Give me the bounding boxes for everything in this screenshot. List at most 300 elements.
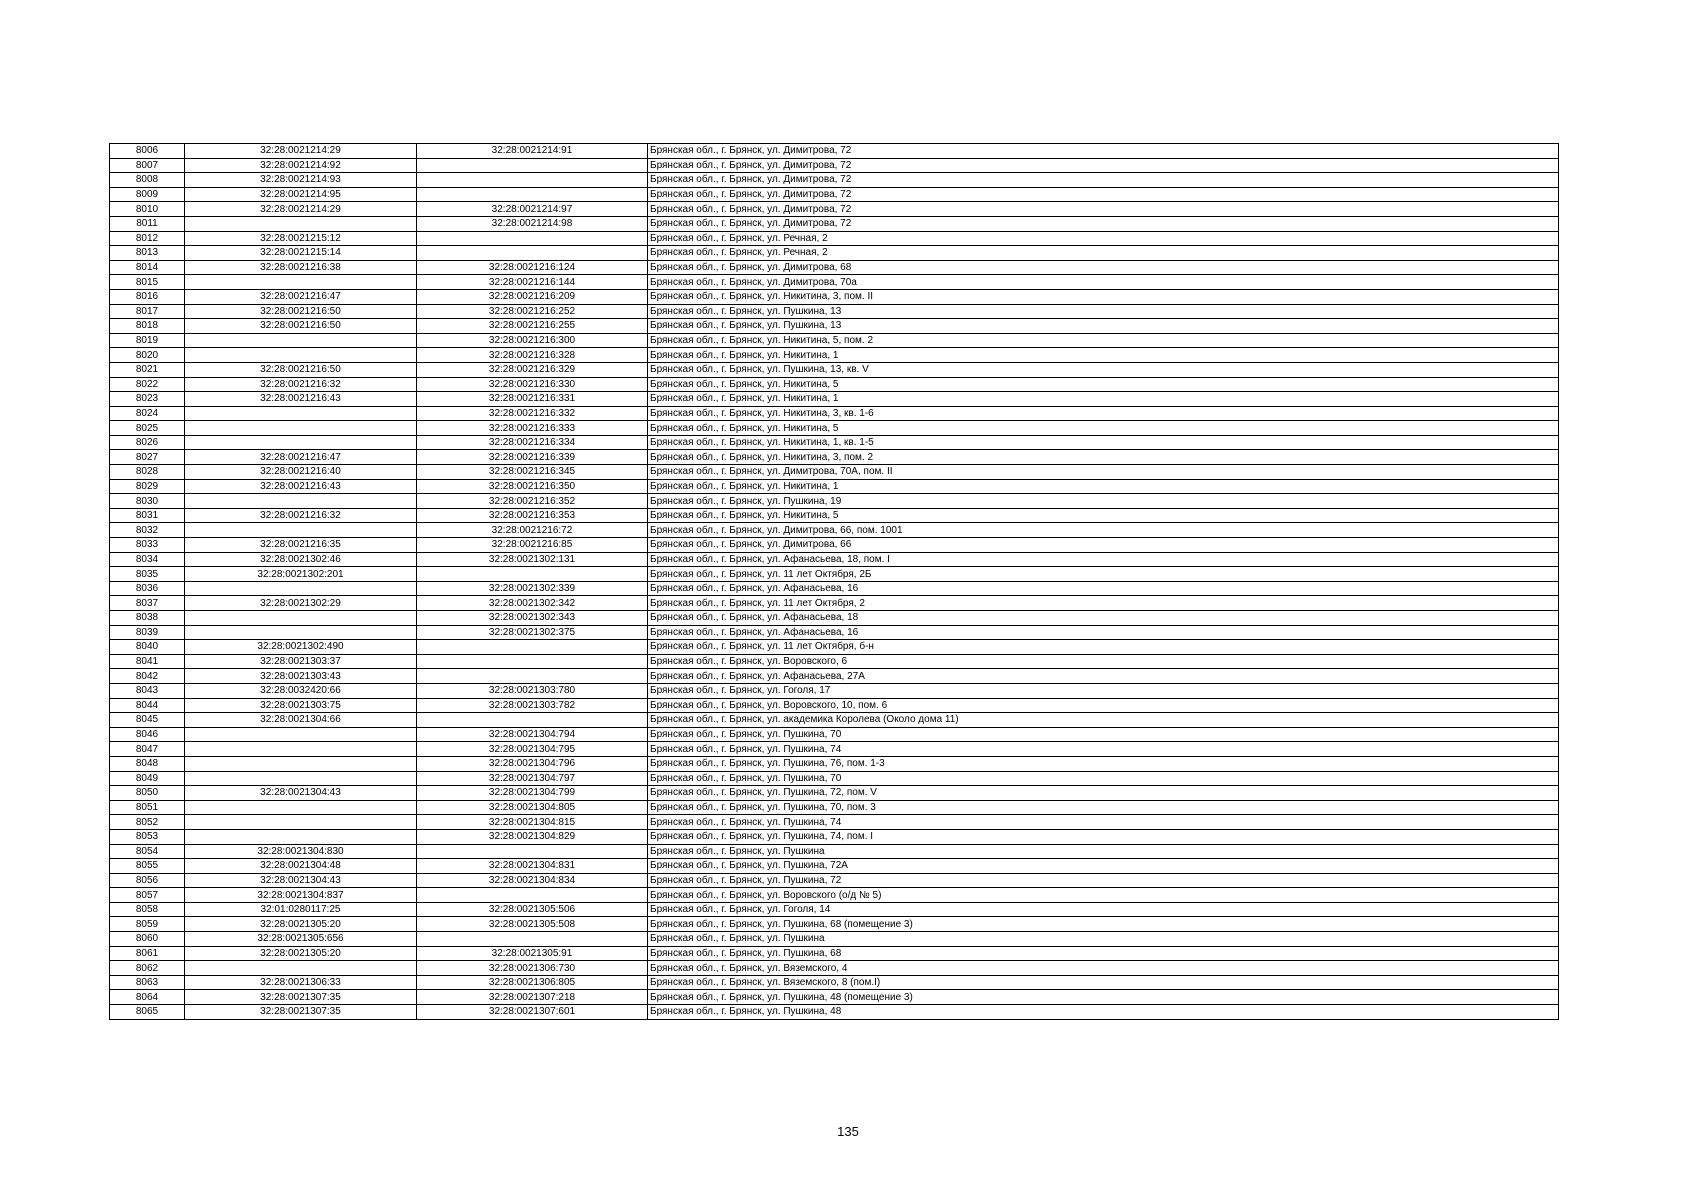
row-number-cell: 8049 — [110, 771, 185, 786]
row-number-cell: 8034 — [110, 552, 185, 567]
land-cadastral-number-cell — [185, 771, 417, 786]
address-cell: Брянская обл., г. Брянск, ул. Димитрова, 72 — [648, 187, 1559, 202]
building-cadastral-number-cell — [417, 158, 648, 173]
building-cadastral-number-cell: 32:28:0021302:339 — [417, 581, 648, 596]
address-cell: Брянская обл., г. Брянск, ул. Вяземского, 4 — [648, 961, 1559, 976]
land-cadastral-number-cell: 32:28:0021216:38 — [185, 260, 417, 275]
land-cadastral-number-cell: 32:28:0021215:14 — [185, 246, 417, 261]
land-cadastral-number-cell — [185, 756, 417, 771]
land-cadastral-number-cell — [185, 348, 417, 363]
address-cell: Брянская обл., г. Брянск, ул. Никитина, 1 — [648, 479, 1559, 494]
row-number-cell: 8048 — [110, 756, 185, 771]
land-cadastral-number-cell: 32:28:0021304:48 — [185, 859, 417, 874]
address-cell: Брянская обл., г. Брянск, ул. Никитина, 1, кв. 1-5 — [648, 435, 1559, 450]
address-cell: Брянская обл., г. Брянск, ул. Афанасьева, 18, пом. I — [648, 552, 1559, 567]
row-number-cell: 8019 — [110, 333, 185, 348]
building-cadastral-number-cell: 32:28:0021302:343 — [417, 611, 648, 626]
building-cadastral-number-cell — [417, 713, 648, 728]
land-cadastral-number-cell: 32:28:0021214:95 — [185, 187, 417, 202]
land-cadastral-number-cell: 32:28:0021216:35 — [185, 538, 417, 553]
table-row — [110, 596, 1559, 611]
address-cell: Брянская обл., г. Брянск, ул. Димитрова, 72 — [648, 216, 1559, 231]
land-cadastral-number-cell: 32:01:0280117:25 — [185, 902, 417, 917]
address-cell: Брянская обл., г. Брянск, ул. Пушкина, 70 — [648, 727, 1559, 742]
building-cadastral-number-cell: 32:28:0021216:72 — [417, 523, 648, 538]
property-register-table — [109, 143, 1559, 1020]
row-number-cell: 8050 — [110, 786, 185, 801]
table-row — [110, 786, 1559, 801]
building-cadastral-number-cell: 32:28:0021216:124 — [417, 260, 648, 275]
row-number-cell: 8014 — [110, 260, 185, 275]
building-cadastral-number-cell: 32:28:0021216:85 — [417, 538, 648, 553]
address-cell: Брянская обл., г. Брянск, ул. Никитина, 5 — [648, 421, 1559, 436]
address-cell: Брянская обл., г. Брянск, ул. Пушкина, 74 — [648, 742, 1559, 757]
table-row — [110, 581, 1559, 596]
row-number-cell: 8012 — [110, 231, 185, 246]
land-cadastral-number-cell — [185, 523, 417, 538]
building-cadastral-number-cell: 32:28:0021302:375 — [417, 625, 648, 640]
row-number-cell: 8027 — [110, 450, 185, 465]
land-cadastral-number-cell: 32:28:0021302:490 — [185, 640, 417, 655]
table-row — [110, 873, 1559, 888]
table-row — [110, 144, 1559, 159]
address-cell: Брянская обл., г. Брянск, ул. Пушкина, 74, пом. I — [648, 829, 1559, 844]
table-row — [110, 319, 1559, 334]
land-cadastral-number-cell: 32:28:0021304:43 — [185, 873, 417, 888]
address-cell: Брянская обл., г. Брянск, ул. 11 лет Октября, б-н — [648, 640, 1559, 655]
building-cadastral-number-cell: 32:28:0021216:255 — [417, 319, 648, 334]
building-cadastral-number-cell: 32:28:0021216:339 — [417, 450, 648, 465]
row-number-cell: 8011 — [110, 216, 185, 231]
address-cell: Брянская обл., г. Брянск, ул. Речная, 2 — [648, 246, 1559, 261]
address-cell: Брянская обл., г. Брянск, ул. Пушкина, 72А — [648, 859, 1559, 874]
address-cell: Брянская обл., г. Брянск, ул. Афанасьева, 16 — [648, 581, 1559, 596]
building-cadastral-number-cell: 32:28:0021216:329 — [417, 362, 648, 377]
land-cadastral-number-cell: 32:28:0021216:43 — [185, 479, 417, 494]
table-row — [110, 362, 1559, 377]
page-number: 135 — [837, 1124, 859, 1139]
address-cell: Брянская обл., г. Брянск, ул. Димитрова, 66, пом. 1001 — [648, 523, 1559, 538]
building-cadastral-number-cell: 32:28:0021303:780 — [417, 683, 648, 698]
building-cadastral-number-cell: 32:28:0021216:350 — [417, 479, 648, 494]
row-number-cell: 8015 — [110, 275, 185, 290]
land-cadastral-number-cell: 32:28:0021216:47 — [185, 289, 417, 304]
address-cell: Брянская обл., г. Брянск, ул. Пушкина, 48 — [648, 1005, 1559, 1020]
land-cadastral-number-cell: 32:28:0021216:47 — [185, 450, 417, 465]
table-row — [110, 742, 1559, 757]
table-row — [110, 698, 1559, 713]
address-cell: Брянская обл., г. Брянск, ул. Пушкина, 19 — [648, 494, 1559, 509]
building-cadastral-number-cell: 32:28:0021307:218 — [417, 990, 648, 1005]
building-cadastral-number-cell: 32:28:0021305:91 — [417, 946, 648, 961]
row-number-cell: 8059 — [110, 917, 185, 932]
address-cell: Брянская обл., г. Брянск, ул. Никитина, 3, пом. 2 — [648, 450, 1559, 465]
land-cadastral-number-cell — [185, 727, 417, 742]
building-cadastral-number-cell — [417, 567, 648, 582]
table-row — [110, 508, 1559, 523]
address-cell: Брянская обл., г. Брянск, ул. Пушкина, 70 — [648, 771, 1559, 786]
row-number-cell: 8023 — [110, 392, 185, 407]
building-cadastral-number-cell: 32:28:0021214:98 — [417, 216, 648, 231]
table-row — [110, 216, 1559, 231]
land-cadastral-number-cell: 32:28:0021304:837 — [185, 888, 417, 903]
address-cell: Брянская обл., г. Брянск, ул. Пушкина, 48 (помещение 3) — [648, 990, 1559, 1005]
table-row — [110, 727, 1559, 742]
building-cadastral-number-cell: 32:28:0021304:834 — [417, 873, 648, 888]
address-cell: Брянская обл., г. Брянск, ул. Воровского (о/д № 5) — [648, 888, 1559, 903]
land-cadastral-number-cell: 32:28:0021307:35 — [185, 990, 417, 1005]
building-cadastral-number-cell: 32:28:0021216:332 — [417, 406, 648, 421]
table-row — [110, 1005, 1559, 1020]
table-row — [110, 683, 1559, 698]
row-number-cell: 8026 — [110, 435, 185, 450]
table-row — [110, 289, 1559, 304]
address-cell: Брянская обл., г. Брянск, ул. Пушкина, 13 — [648, 304, 1559, 319]
land-cadastral-number-cell: 32:28:0021307:35 — [185, 1005, 417, 1020]
table-row — [110, 538, 1559, 553]
building-cadastral-number-cell: 32:28:0021216:330 — [417, 377, 648, 392]
address-cell: Брянская обл., г. Брянск, ул. Пушкина, 72, пом. V — [648, 786, 1559, 801]
land-cadastral-number-cell — [185, 406, 417, 421]
table-row — [110, 669, 1559, 684]
table-row — [110, 246, 1559, 261]
table-row — [110, 187, 1559, 202]
address-cell: Брянская обл., г. Брянск, ул. 11 лет Октября, 2 — [648, 596, 1559, 611]
building-cadastral-number-cell: 32:28:0021216:300 — [417, 333, 648, 348]
land-cadastral-number-cell: 32:28:0021216:50 — [185, 319, 417, 334]
row-number-cell: 8051 — [110, 800, 185, 815]
address-cell: Брянская обл., г. Брянск, ул. Пушкина, 13 — [648, 319, 1559, 334]
row-number-cell: 8035 — [110, 567, 185, 582]
row-number-cell: 8022 — [110, 377, 185, 392]
table-row — [110, 771, 1559, 786]
table-row — [110, 421, 1559, 436]
table-row — [110, 260, 1559, 275]
building-cadastral-number-cell — [417, 669, 648, 684]
building-cadastral-number-cell: 32:28:0021216:331 — [417, 392, 648, 407]
address-cell: Брянская обл., г. Брянск, ул. Афанасьева, 16 — [648, 625, 1559, 640]
table-row — [110, 450, 1559, 465]
table-row — [110, 990, 1559, 1005]
building-cadastral-number-cell — [417, 187, 648, 202]
table-row — [110, 231, 1559, 246]
land-cadastral-number-cell: 32:28:0021216:43 — [185, 392, 417, 407]
land-cadastral-number-cell: 32:28:0032420:66 — [185, 683, 417, 698]
row-number-cell: 8053 — [110, 829, 185, 844]
land-cadastral-number-cell — [185, 611, 417, 626]
row-number-cell: 8013 — [110, 246, 185, 261]
table-row — [110, 975, 1559, 990]
land-cadastral-number-cell: 32:28:0021302:46 — [185, 552, 417, 567]
land-cadastral-number-cell — [185, 625, 417, 640]
row-number-cell: 8031 — [110, 508, 185, 523]
row-number-cell: 8063 — [110, 975, 185, 990]
row-number-cell: 8058 — [110, 902, 185, 917]
address-cell: Брянская обл., г. Брянск, ул. Пушкина, 13, кв. V — [648, 362, 1559, 377]
address-cell: Брянская обл., г. Брянск, ул. Гоголя, 17 — [648, 683, 1559, 698]
building-cadastral-number-cell — [417, 640, 648, 655]
table-row — [110, 800, 1559, 815]
row-number-cell: 8008 — [110, 173, 185, 188]
table-row — [110, 567, 1559, 582]
land-cadastral-number-cell — [185, 961, 417, 976]
building-cadastral-number-cell: 32:28:0021304:815 — [417, 815, 648, 830]
table-row — [110, 713, 1559, 728]
row-number-cell: 8025 — [110, 421, 185, 436]
row-number-cell: 8064 — [110, 990, 185, 1005]
building-cadastral-number-cell: 32:28:0021302:342 — [417, 596, 648, 611]
building-cadastral-number-cell: 32:28:0021216:252 — [417, 304, 648, 319]
address-cell: Брянская обл., г. Брянск, ул. Никитина, 3, кв. 1-6 — [648, 406, 1559, 421]
land-cadastral-number-cell: 32:28:0021216:32 — [185, 508, 417, 523]
table-row — [110, 844, 1559, 859]
land-cadastral-number-cell: 32:28:0021304:43 — [185, 786, 417, 801]
address-cell: Брянская обл., г. Брянск, ул. Никитина, 3, пом. II — [648, 289, 1559, 304]
building-cadastral-number-cell: 32:28:0021304:831 — [417, 859, 648, 874]
building-cadastral-number-cell: 32:28:0021305:506 — [417, 902, 648, 917]
land-cadastral-number-cell — [185, 829, 417, 844]
building-cadastral-number-cell: 32:28:0021304:829 — [417, 829, 648, 844]
land-cadastral-number-cell — [185, 421, 417, 436]
land-cadastral-number-cell: 32:28:0021214:93 — [185, 173, 417, 188]
building-cadastral-number-cell: 32:28:0021306:805 — [417, 975, 648, 990]
land-cadastral-number-cell — [185, 435, 417, 450]
row-number-cell: 8065 — [110, 1005, 185, 1020]
table-row — [110, 640, 1559, 655]
row-number-cell: 8062 — [110, 961, 185, 976]
building-cadastral-number-cell — [417, 932, 648, 947]
table-row — [110, 348, 1559, 363]
table-row — [110, 435, 1559, 450]
table-row — [110, 946, 1559, 961]
building-cadastral-number-cell: 32:28:0021216:333 — [417, 421, 648, 436]
table-row — [110, 932, 1559, 947]
land-cadastral-number-cell: 32:28:0021302:201 — [185, 567, 417, 582]
row-number-cell: 8057 — [110, 888, 185, 903]
register-table-body — [110, 144, 1559, 1020]
table-row — [110, 377, 1559, 392]
building-cadastral-number-cell: 32:28:0021216:334 — [417, 435, 648, 450]
row-number-cell: 8007 — [110, 158, 185, 173]
row-number-cell: 8021 — [110, 362, 185, 377]
row-number-cell: 8010 — [110, 202, 185, 217]
building-cadastral-number-cell: 32:28:0021307:601 — [417, 1005, 648, 1020]
table-row — [110, 756, 1559, 771]
row-number-cell: 8033 — [110, 538, 185, 553]
building-cadastral-number-cell: 32:28:0021216:328 — [417, 348, 648, 363]
row-number-cell: 8061 — [110, 946, 185, 961]
land-cadastral-number-cell: 32:28:0021304:66 — [185, 713, 417, 728]
table-row — [110, 815, 1559, 830]
address-cell: Брянская обл., г. Брянск, ул. академика Королева (Около дома 11) — [648, 713, 1559, 728]
row-number-cell: 8045 — [110, 713, 185, 728]
address-cell: Брянская обл., г. Брянск, ул. Димитрова, 66 — [648, 538, 1559, 553]
address-cell: Брянская обл., г. Брянск, ул. Гоголя, 14 — [648, 902, 1559, 917]
address-cell: Брянская обл., г. Брянск, ул. Никитина, 5, пом. 2 — [648, 333, 1559, 348]
table-row — [110, 625, 1559, 640]
table-row — [110, 888, 1559, 903]
building-cadastral-number-cell: 32:28:0021304:799 — [417, 786, 648, 801]
address-cell: Брянская обл., г. Брянск, ул. Никитина, 1 — [648, 392, 1559, 407]
address-cell: Брянская обл., г. Брянск, ул. Афанасьева, 27А — [648, 669, 1559, 684]
land-cadastral-number-cell: 32:28:0021303:37 — [185, 654, 417, 669]
address-cell: Брянская обл., г. Брянск, ул. Димитрова, 72 — [648, 173, 1559, 188]
row-number-cell: 8024 — [110, 406, 185, 421]
address-cell: Брянская обл., г. Брянск, ул. Димитрова, 70А, пом. II — [648, 465, 1559, 480]
land-cadastral-number-cell: 32:28:0021216:40 — [185, 465, 417, 480]
building-cadastral-number-cell: 32:28:0021304:796 — [417, 756, 648, 771]
land-cadastral-number-cell: 32:28:0021302:29 — [185, 596, 417, 611]
address-cell: Брянская обл., г. Брянск, ул. Речная, 2 — [648, 231, 1559, 246]
building-cadastral-number-cell: 32:28:0021216:353 — [417, 508, 648, 523]
table-row — [110, 333, 1559, 348]
table-row — [110, 552, 1559, 567]
table-row — [110, 465, 1559, 480]
table-row — [110, 392, 1559, 407]
land-cadastral-number-cell: 32:28:0021304:830 — [185, 844, 417, 859]
table-row — [110, 611, 1559, 626]
address-cell: Брянская обл., г. Брянск, ул. Вяземского, 8 (пом.I) — [648, 975, 1559, 990]
building-cadastral-number-cell: 32:28:0021214:91 — [417, 144, 648, 159]
building-cadastral-number-cell: 32:28:0021304:794 — [417, 727, 648, 742]
building-cadastral-number-cell: 32:28:0021304:797 — [417, 771, 648, 786]
row-number-cell: 8038 — [110, 611, 185, 626]
building-cadastral-number-cell — [417, 231, 648, 246]
land-cadastral-number-cell: 32:28:0021305:20 — [185, 946, 417, 961]
address-cell: Брянская обл., г. Брянск, ул. Пушкина, 68 — [648, 946, 1559, 961]
table-row — [110, 304, 1559, 319]
row-number-cell: 8043 — [110, 683, 185, 698]
building-cadastral-number-cell: 32:28:0021305:508 — [417, 917, 648, 932]
row-number-cell: 8009 — [110, 187, 185, 202]
address-cell: Брянская обл., г. Брянск, ул. Никитина, 1 — [648, 348, 1559, 363]
table-row — [110, 523, 1559, 538]
address-cell: Брянская обл., г. Брянск, ул. Воровского, 6 — [648, 654, 1559, 669]
row-number-cell: 8047 — [110, 742, 185, 757]
land-cadastral-number-cell — [185, 333, 417, 348]
row-number-cell: 8016 — [110, 289, 185, 304]
land-cadastral-number-cell — [185, 494, 417, 509]
building-cadastral-number-cell — [417, 844, 648, 859]
address-cell: Брянская обл., г. Брянск, ул. Димитрова, 72 — [648, 144, 1559, 159]
row-number-cell: 8032 — [110, 523, 185, 538]
row-number-cell: 8056 — [110, 873, 185, 888]
land-cadastral-number-cell: 32:28:0021305:656 — [185, 932, 417, 947]
land-cadastral-number-cell: 32:28:0021303:43 — [185, 669, 417, 684]
land-cadastral-number-cell: 32:28:0021216:50 — [185, 362, 417, 377]
address-cell: Брянская обл., г. Брянск, ул. Димитрова, 68 — [648, 260, 1559, 275]
land-cadastral-number-cell — [185, 581, 417, 596]
building-cadastral-number-cell: 32:28:0021306:730 — [417, 961, 648, 976]
row-number-cell: 8055 — [110, 859, 185, 874]
row-number-cell: 8060 — [110, 932, 185, 947]
table-row — [110, 275, 1559, 290]
building-cadastral-number-cell: 32:28:0021304:795 — [417, 742, 648, 757]
table-row — [110, 859, 1559, 874]
building-cadastral-number-cell: 32:28:0021214:97 — [417, 202, 648, 217]
row-number-cell: 8006 — [110, 144, 185, 159]
land-cadastral-number-cell — [185, 275, 417, 290]
land-cadastral-number-cell: 32:28:0021214:92 — [185, 158, 417, 173]
table-row — [110, 902, 1559, 917]
building-cadastral-number-cell — [417, 654, 648, 669]
address-cell: Брянская обл., г. Брянск, ул. Пушкина, 76, пом. 1-3 — [648, 756, 1559, 771]
land-cadastral-number-cell: 32:28:0021216:50 — [185, 304, 417, 319]
address-cell: Брянская обл., г. Брянск, ул. 11 лет Октября, 2Б — [648, 567, 1559, 582]
row-number-cell: 8017 — [110, 304, 185, 319]
land-cadastral-number-cell: 32:28:0021214:29 — [185, 144, 417, 159]
land-cadastral-number-cell — [185, 800, 417, 815]
row-number-cell: 8052 — [110, 815, 185, 830]
address-cell: Брянская обл., г. Брянск, ул. Никитина, 5 — [648, 508, 1559, 523]
table-row — [110, 829, 1559, 844]
land-cadastral-number-cell: 32:28:0021215:12 — [185, 231, 417, 246]
row-number-cell: 8042 — [110, 669, 185, 684]
building-cadastral-number-cell: 32:28:0021304:805 — [417, 800, 648, 815]
building-cadastral-number-cell: 32:28:0021216:352 — [417, 494, 648, 509]
row-number-cell: 8044 — [110, 698, 185, 713]
row-number-cell: 8020 — [110, 348, 185, 363]
address-cell: Брянская обл., г. Брянск, ул. Никитина, 5 — [648, 377, 1559, 392]
row-number-cell: 8030 — [110, 494, 185, 509]
building-cadastral-number-cell: 32:28:0021216:209 — [417, 289, 648, 304]
address-cell: Брянская обл., г. Брянск, ул. Пушкина — [648, 932, 1559, 947]
row-number-cell: 8037 — [110, 596, 185, 611]
table-row — [110, 654, 1559, 669]
table-row — [110, 173, 1559, 188]
land-cadastral-number-cell: 32:28:0021305:20 — [185, 917, 417, 932]
row-number-cell: 8036 — [110, 581, 185, 596]
land-cadastral-number-cell: 32:28:0021306:33 — [185, 975, 417, 990]
row-number-cell: 8029 — [110, 479, 185, 494]
building-cadastral-number-cell — [417, 246, 648, 261]
address-cell: Брянская обл., г. Брянск, ул. Пушкина, 72 — [648, 873, 1559, 888]
building-cadastral-number-cell: 32:28:0021216:345 — [417, 465, 648, 480]
row-number-cell: 8041 — [110, 654, 185, 669]
table-row — [110, 158, 1559, 173]
address-cell: Брянская обл., г. Брянск, ул. Пушкина, 70, пом. 3 — [648, 800, 1559, 815]
building-cadastral-number-cell: 32:28:0021302:131 — [417, 552, 648, 567]
table-row — [110, 479, 1559, 494]
table-row — [110, 494, 1559, 509]
table-row — [110, 202, 1559, 217]
land-cadastral-number-cell — [185, 815, 417, 830]
address-cell: Брянская обл., г. Брянск, ул. Пушкина, 74 — [648, 815, 1559, 830]
address-cell: Брянская обл., г. Брянск, ул. Димитрова, 72 — [648, 158, 1559, 173]
address-cell: Брянская обл., г. Брянск, ул. Димитрова, 72 — [648, 202, 1559, 217]
land-cadastral-number-cell: 32:28:0021214:29 — [185, 202, 417, 217]
table-row — [110, 917, 1559, 932]
table-row — [110, 961, 1559, 976]
row-number-cell: 8039 — [110, 625, 185, 640]
address-cell: Брянская обл., г. Брянск, ул. Пушкина, 68 (помещение 3) — [648, 917, 1559, 932]
building-cadastral-number-cell — [417, 173, 648, 188]
row-number-cell: 8018 — [110, 319, 185, 334]
building-cadastral-number-cell: 32:28:0021216:144 — [417, 275, 648, 290]
row-number-cell: 8028 — [110, 465, 185, 480]
row-number-cell: 8054 — [110, 844, 185, 859]
address-cell: Брянская обл., г. Брянск, ул. Афанасьева, 18 — [648, 611, 1559, 626]
table-row — [110, 406, 1559, 421]
row-number-cell: 8046 — [110, 727, 185, 742]
land-cadastral-number-cell: 32:28:0021216:32 — [185, 377, 417, 392]
building-cadastral-number-cell — [417, 888, 648, 903]
address-cell: Брянская обл., г. Брянск, ул. Димитрова, 70а — [648, 275, 1559, 290]
building-cadastral-number-cell: 32:28:0021303:782 — [417, 698, 648, 713]
land-cadastral-number-cell — [185, 742, 417, 757]
address-cell: Брянская обл., г. Брянск, ул. Пушкина — [648, 844, 1559, 859]
land-cadastral-number-cell: 32:28:0021303:75 — [185, 698, 417, 713]
